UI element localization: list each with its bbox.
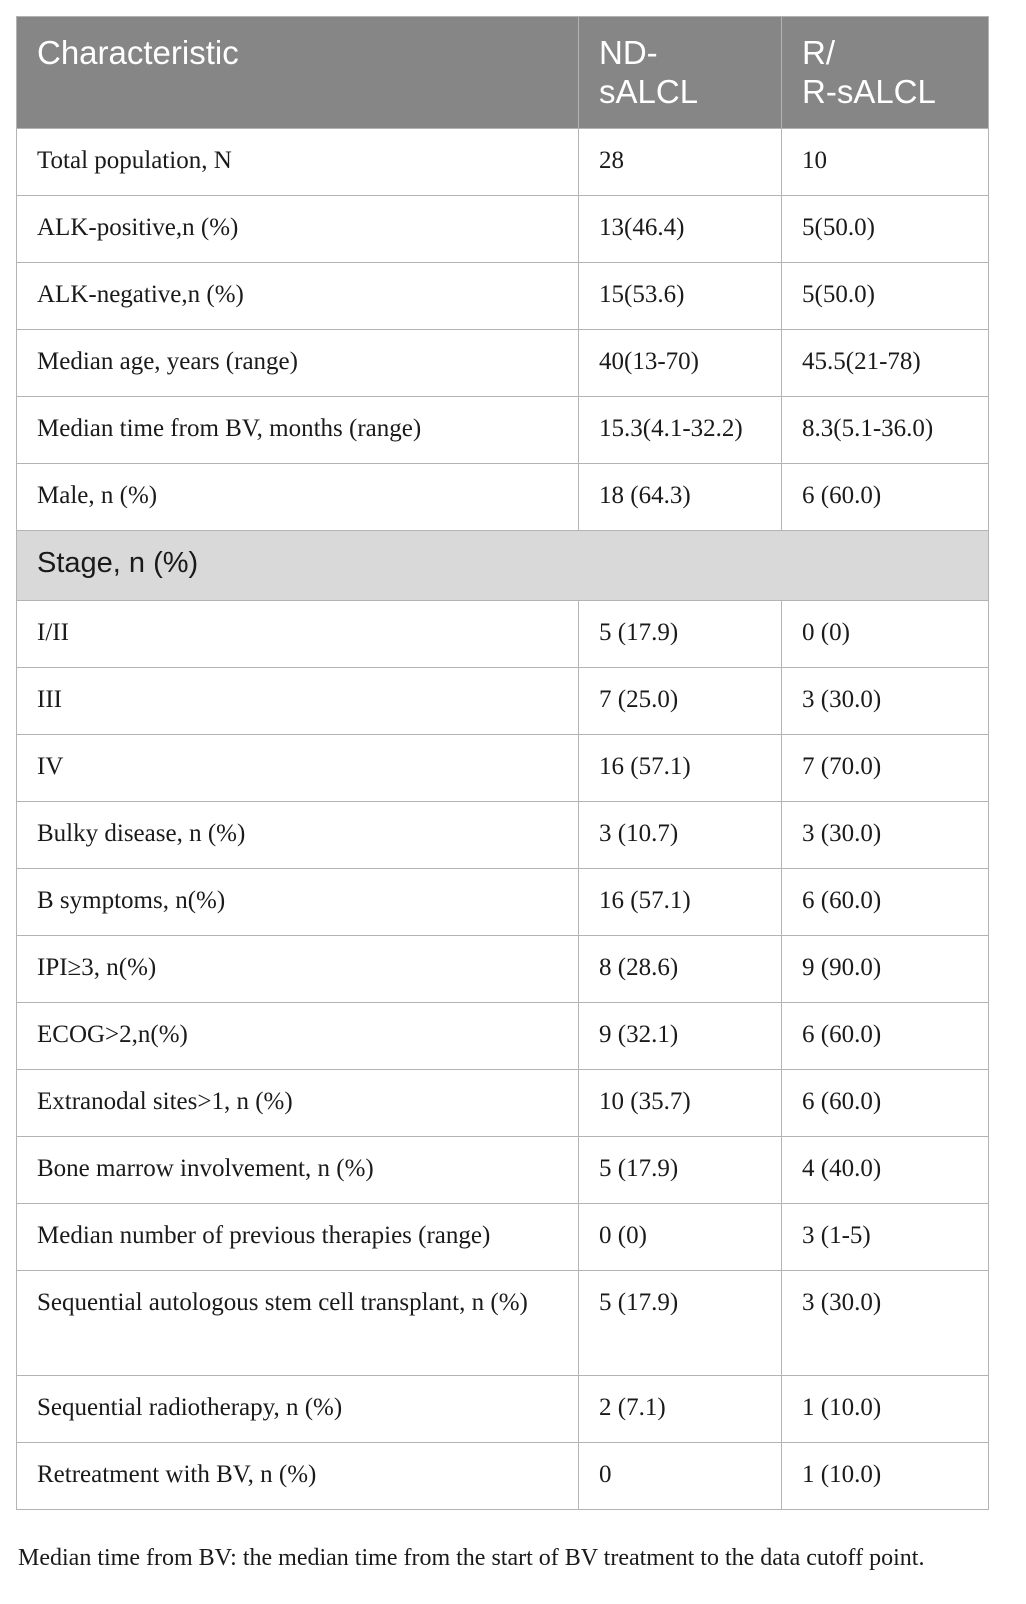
cell-characteristic: Sequential autologous stem cell transplant, n (%): [17, 1271, 579, 1376]
cell-nd-salcl: 10 (35.7): [579, 1070, 782, 1137]
table-row: [17, 802, 989, 869]
cell-nd-salcl: 40(13-70): [579, 330, 782, 397]
cell-nd-salcl: 5 (17.9): [579, 601, 782, 668]
table-row: [17, 668, 989, 735]
cell-nd-salcl: 5 (17.9): [579, 1271, 782, 1376]
cell-nd-salcl: 9 (32.1): [579, 1003, 782, 1070]
table-row: [17, 397, 989, 464]
table-row: [17, 601, 989, 668]
cell-rr-salcl: 4 (40.0): [782, 1137, 989, 1204]
cell-characteristic: ECOG>2,n(%): [17, 1003, 579, 1070]
header-characteristic: Characteristic: [17, 17, 579, 129]
cell-rr-salcl: 6 (60.0): [782, 869, 989, 936]
table-row: [17, 1003, 989, 1070]
cell-rr-salcl: 8.3(5.1-36.0): [782, 397, 989, 464]
cell-characteristic: B symptoms, n(%): [17, 869, 579, 936]
header-nd-salcl: ND- sALCL: [579, 17, 782, 129]
characteristics-table: [16, 16, 989, 1510]
table-body: [17, 129, 989, 1510]
cell-rr-salcl: 7 (70.0): [782, 735, 989, 802]
table-row: [17, 735, 989, 802]
cell-characteristic: IPI≥3, n(%): [17, 936, 579, 1003]
cell-characteristic: Bone marrow involvement, n (%): [17, 1137, 579, 1204]
table-header: [17, 17, 989, 129]
cell-characteristic: Total population, N: [17, 129, 579, 196]
table-row: [17, 869, 989, 936]
cell-characteristic: Median number of previous therapies (range): [17, 1204, 579, 1271]
cell-rr-salcl: 5(50.0): [782, 263, 989, 330]
cell-characteristic: ALK-positive,n (%): [17, 196, 579, 263]
cell-nd-salcl: 0 (0): [579, 1204, 782, 1271]
cell-rr-salcl: 10: [782, 129, 989, 196]
table-row: [17, 464, 989, 531]
cell-rr-salcl: 1 (10.0): [782, 1443, 989, 1510]
cell-nd-salcl: 15(53.6): [579, 263, 782, 330]
table-row: [17, 936, 989, 1003]
cell-characteristic: I/II: [17, 601, 579, 668]
cell-characteristic: Extranodal sites>1, n (%): [17, 1070, 579, 1137]
table-row: [17, 1070, 989, 1137]
table-row: [17, 1204, 989, 1271]
cell-rr-salcl: 1 (10.0): [782, 1376, 989, 1443]
header-rr-salcl: R/ R-sALCL: [782, 17, 989, 129]
cell-nd-salcl: 0: [579, 1443, 782, 1510]
cell-nd-salcl: 18 (64.3): [579, 464, 782, 531]
table-row: [17, 1376, 989, 1443]
cell-rr-salcl: 3 (30.0): [782, 802, 989, 869]
cell-characteristic: Sequential radiotherapy, n (%): [17, 1376, 579, 1443]
table-row: [17, 263, 989, 330]
table-row: [17, 1271, 989, 1376]
section-row-stage: [17, 531, 989, 601]
cell-rr-salcl: 0 (0): [782, 601, 989, 668]
table-row: [17, 1137, 989, 1204]
cell-nd-salcl: 13(46.4): [579, 196, 782, 263]
table-row: [17, 330, 989, 397]
cell-rr-salcl: 45.5(21-78): [782, 330, 989, 397]
cell-nd-salcl: 7 (25.0): [579, 668, 782, 735]
table-row: [17, 1443, 989, 1510]
characteristics-table-container: [16, 16, 988, 1510]
cell-nd-salcl: 8 (28.6): [579, 936, 782, 1003]
cell-characteristic: Retreatment with BV, n (%): [17, 1443, 579, 1510]
cell-nd-salcl: 5 (17.9): [579, 1137, 782, 1204]
cell-characteristic: Bulky disease, n (%): [17, 802, 579, 869]
cell-rr-salcl: 5(50.0): [782, 196, 989, 263]
header-row: [17, 17, 989, 129]
table-row: [17, 129, 989, 196]
cell-characteristic: Male, n (%): [17, 464, 579, 531]
cell-rr-salcl: 3 (30.0): [782, 668, 989, 735]
table-row: [17, 196, 989, 263]
cell-characteristic: ALK-negative,n (%): [17, 263, 579, 330]
cell-rr-salcl: 9 (90.0): [782, 936, 989, 1003]
table-footnote: Median time from BV: the median time from the start of BV treatment to the data cutoff point.: [18, 1545, 925, 1571]
cell-characteristic: III: [17, 668, 579, 735]
section-label: Stage, n (%): [17, 531, 989, 601]
cell-rr-salcl: 3 (30.0): [782, 1271, 989, 1376]
cell-nd-salcl: 15.3(4.1-32.2): [579, 397, 782, 464]
cell-rr-salcl: 6 (60.0): [782, 464, 989, 531]
cell-nd-salcl: 3 (10.7): [579, 802, 782, 869]
cell-nd-salcl: 28: [579, 129, 782, 196]
cell-rr-salcl: 6 (60.0): [782, 1070, 989, 1137]
cell-characteristic: IV: [17, 735, 579, 802]
cell-nd-salcl: 16 (57.1): [579, 869, 782, 936]
cell-characteristic: Median time from BV, months (range): [17, 397, 579, 464]
cell-nd-salcl: 16 (57.1): [579, 735, 782, 802]
cell-characteristic: Median age, years (range): [17, 330, 579, 397]
cell-rr-salcl: 6 (60.0): [782, 1003, 989, 1070]
cell-rr-salcl: 3 (1-5): [782, 1204, 989, 1271]
cell-nd-salcl: 2 (7.1): [579, 1376, 782, 1443]
